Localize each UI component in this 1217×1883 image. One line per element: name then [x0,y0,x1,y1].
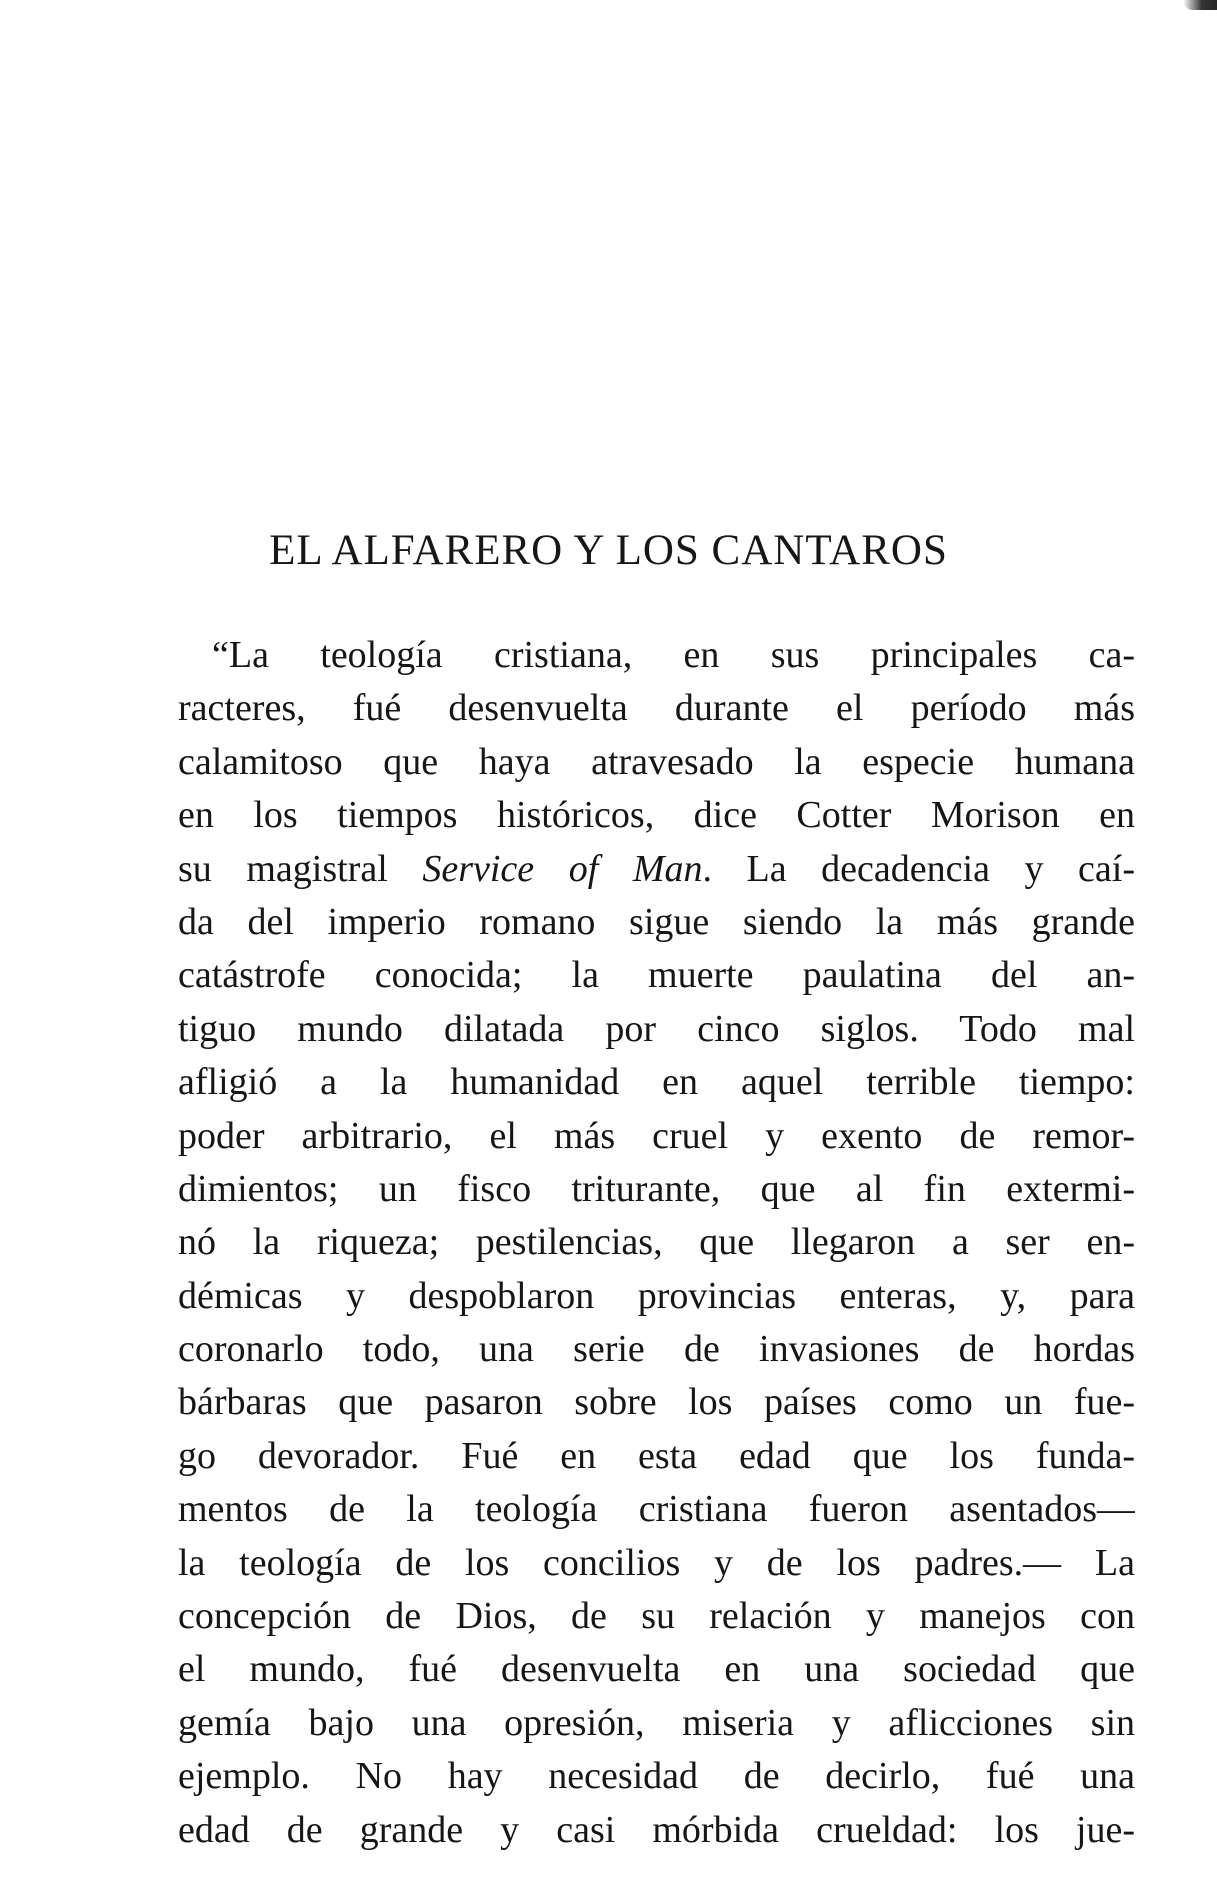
text-line [178,1697,1135,1750]
text-segment: go devorador. Fué en esta edad que los funda- [178,1434,1135,1477]
text-line [178,736,1135,789]
text-segment: afligió a la humanidad en aquel terrible tiempo: [178,1061,1135,1104]
text-segment: coronarlo todo, una serie de invasiones de hordas [178,1328,1135,1371]
text-segment: gemía bajo una opresión, miseria y aflicciones sin [178,1701,1135,1744]
chapter-title: EL ALFARERO Y LOS CANTAROS [269,527,948,574]
text-line [178,1270,1135,1323]
text-line [178,1430,1135,1483]
text-line [178,1750,1135,1803]
text-segment: racteres, fué desenvuelta durante el período más [178,687,1135,730]
text-segment: da del imperio romano sigue siendo la más grande [178,900,1135,943]
text-segment: dimientos; un fisco triturante, que al fin extermi- [178,1167,1135,1210]
text-line [178,1323,1135,1376]
text-segment: tiguo mundo dilatada por cinco siglos. Todo mal [178,1007,1135,1050]
text-segment: concepción de Dios, de su relación y manejos con [178,1595,1135,1638]
text-line [178,682,1135,735]
text-line [178,1216,1135,1269]
text-line [178,789,1135,842]
text-segment: edad de grande y casi mórbida crueldad: los jue- [178,1808,1135,1851]
text-segment: su magistral [178,847,423,890]
text-line [178,1163,1135,1216]
text-line [178,1376,1135,1429]
text-line [178,1056,1135,1109]
text-segment: ejemplo. No hay necesidad de decirlo, fué una [178,1755,1135,1798]
text-segment: bárbaras que pasaron sobre los países como un fue- [178,1381,1135,1424]
text-segment: . La decadencia y caí- [702,847,1135,890]
text-line [178,896,1135,949]
text-segment: “La teología cristiana, en sus principales ca- [212,634,1135,676]
text-line [178,1483,1135,1536]
text-line [178,1537,1135,1590]
text-segment: démicas y despoblaron provincias enteras, y, para [178,1274,1135,1317]
text-line [178,1643,1135,1696]
text-segment: mentos de la teología cristiana fueron asentados— [178,1488,1135,1531]
text-line [178,629,1135,682]
text-segment: nó la riqueza; pestilencias, que llegaron a ser en- [178,1221,1135,1264]
text-segment: catástrofe conocida; la muerte paulatina del an- [178,954,1135,997]
text-segment: la teología de los concilios y de los padres.— La [178,1541,1135,1584]
italic-title: Service of Man [422,847,703,890]
text-segment: poder arbitrario, el más cruel y exento de remor- [178,1114,1135,1157]
text-line [178,1590,1135,1643]
text-segment: en los tiempos históricos, dice Cotter Morison en [178,794,1135,837]
text-segment: el mundo, fué desenvuelta en una sociedad que [178,1648,1135,1691]
text-line [178,1110,1135,1163]
text-line [178,949,1135,1002]
text-segment: calamitoso que haya atravesado la especie humana [178,740,1135,783]
text-line [178,1003,1135,1056]
text-line [178,843,1135,896]
text-line [178,1804,1135,1857]
body-paragraph [178,629,1135,1857]
scan-edge-mark [1183,0,1217,10]
